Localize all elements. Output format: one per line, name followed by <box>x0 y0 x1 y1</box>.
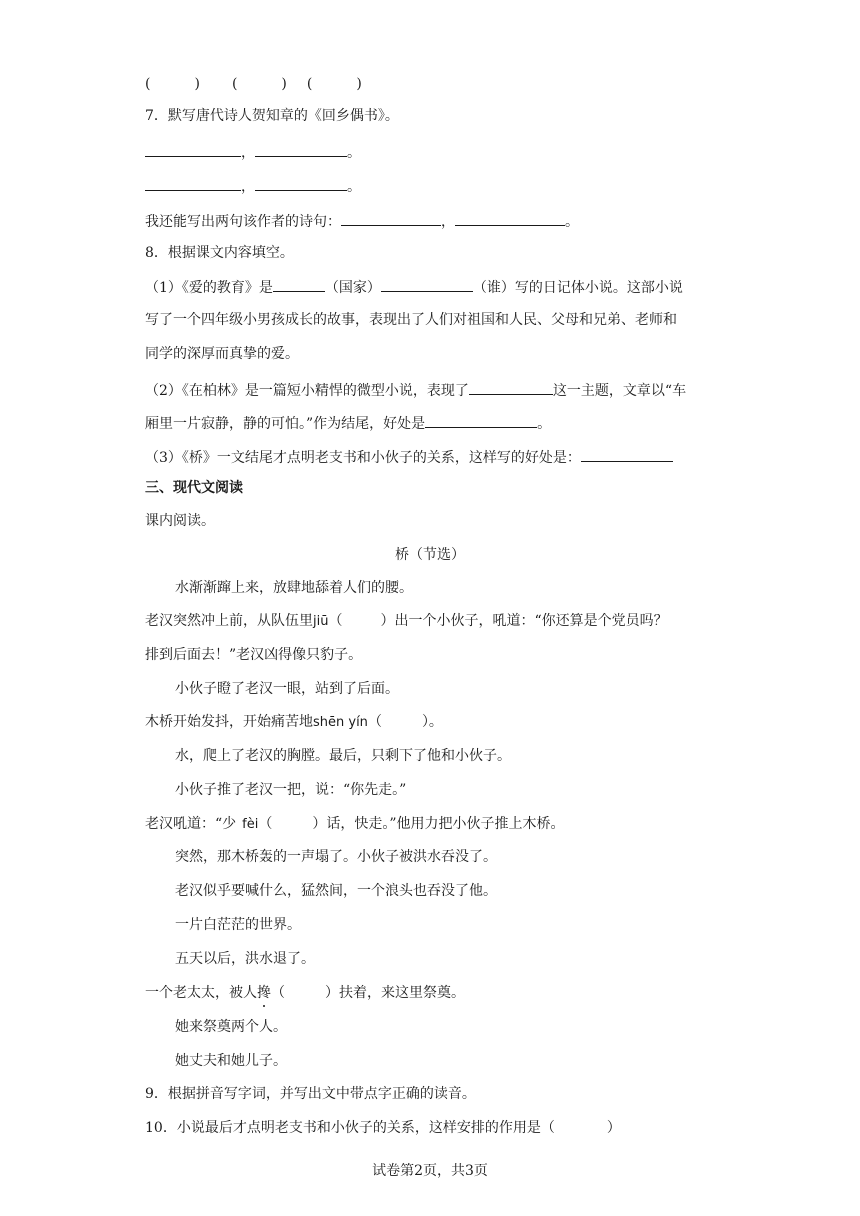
paren-open: （ <box>328 613 343 629</box>
passage-title: 桥（节选） <box>395 547 465 563</box>
blank[interactable] <box>341 210 441 226</box>
q7-answer-line-1 <box>145 141 361 163</box>
q8-s2-a: （2）《在柏林》是一篇短小精悍的微型小说，表现了 <box>145 383 469 399</box>
blank[interactable] <box>273 276 325 292</box>
period: 。 <box>347 145 361 161</box>
paren-close: ) <box>194 76 200 92</box>
paren-close: ） <box>606 1120 621 1136</box>
passage-paragraph: 她丈夫和她儿子。 <box>175 1053 287 1069</box>
text: ）话，快走。”他用力把小伙子推上木桥。 <box>312 816 565 832</box>
q8-s1-a: （1）《爱的教育》是 <box>145 280 273 296</box>
passage-paragraph: 水，爬上了老汉的胸膛。最后，只剩下了他和小伙子。 <box>175 748 511 764</box>
blank[interactable] <box>145 175 241 191</box>
pinyin-prompt: fèi <box>242 817 259 832</box>
passage-paragraph: 突然，那木桥轰的一声塌了。小伙子被洪水吞没了。 <box>175 849 497 865</box>
section-3-intro: 课内阅读。 <box>145 513 215 529</box>
text: ）。 <box>421 714 443 730</box>
page-footer: 试卷第2页，共3页 <box>372 1163 488 1179</box>
q8-sub2-line1 <box>145 379 686 401</box>
blank[interactable] <box>145 141 241 157</box>
paren-open: （ <box>258 816 273 832</box>
passage-paragraph: 老汉似乎要喊什么，猛然间，一个浪头也吞没了他。 <box>175 883 497 899</box>
q8-sub2-line2 <box>145 412 551 434</box>
q7-answer-line-2 <box>145 175 361 197</box>
paren-open: ( <box>231 76 238 92</box>
blank[interactable] <box>381 276 473 292</box>
period: 。 <box>565 214 579 230</box>
q8-s1-b: （国家） <box>324 280 381 296</box>
question-7-title: 7．默写唐代诗人贺知章的《回乡偶书》。 <box>145 108 399 124</box>
blank[interactable] <box>255 175 347 191</box>
comma: ， <box>241 145 255 161</box>
paren-open: （ <box>367 714 382 730</box>
passage-paragraph: 小伙子瞪了老汉一眼，站到了后面。 <box>175 681 399 697</box>
blank[interactable] <box>255 141 347 157</box>
passage-paragraph: 小伙子推了老汉一把，说：“你先走。” <box>175 782 407 798</box>
text: 老汉吼道：“少 <box>145 816 237 832</box>
blank[interactable] <box>581 446 673 462</box>
q10-text: 10．小说最后才点明老支书和小伙子的关系，这样安排的作用是（ <box>145 1120 555 1136</box>
question-8-title: 8．根据课文内容填空。 <box>145 245 294 261</box>
answer-parens-row <box>145 74 362 94</box>
question-10 <box>145 1118 621 1138</box>
passage-paragraph: 排到后面去！”老汉凶得像只豹子。 <box>145 647 363 663</box>
blank[interactable] <box>425 412 537 428</box>
q8-s2-line2-b: 。 <box>537 416 552 432</box>
paren-open: （ <box>271 985 285 1001</box>
text: 老汉突然冲上前，从队伍里 <box>145 613 313 629</box>
section-3-heading: 三、现代文阅读 <box>145 480 243 496</box>
dotted-character: 搀 <box>257 985 271 1001</box>
q8-sub1-line1 <box>145 276 683 298</box>
text: 出一个小伙子，吼道：“你还算是个党员吗？ <box>394 613 668 629</box>
text: ）扶着，来这里祭奠。 <box>325 985 465 1001</box>
q8-s2-line2-a: 厢里一片寂静，静的可怕。”作为结尾，好处是 <box>145 416 426 432</box>
period: 。 <box>347 179 361 195</box>
passage-paragraph: 她来祭奠两个人。 <box>175 1019 287 1035</box>
paren-close: ） <box>380 613 395 629</box>
paren-close: ) <box>356 76 362 92</box>
q8-sub1-line2: 写了一个四年级小男孩成长的故事，表现出了人们对祖国和人民、父母和兄弟、老师和 <box>145 312 677 328</box>
passage-paragraph: 一片白茫茫的世界。 <box>175 917 301 933</box>
text: 一个老太太，被人 <box>145 985 257 1001</box>
blank[interactable] <box>455 210 565 226</box>
q8-s2-b: 这一主题，文章以“车 <box>552 383 687 399</box>
comma: ， <box>441 214 455 230</box>
paren-close: ) <box>281 76 287 92</box>
passage-paragraph <box>145 611 668 632</box>
pinyin-prompt: jiū <box>313 614 329 629</box>
q7-extra-prefix: 我还能写出两句该作者的诗句： <box>145 214 341 230</box>
q8-sub1-line3: 同学的深厚而真挚的爱。 <box>145 346 299 362</box>
text: 木桥开始发抖，开始痛苦地 <box>145 714 313 730</box>
paren-open: ( <box>306 76 313 92</box>
blank[interactable] <box>469 379 553 395</box>
question-9: 9．根据拼音写字词，并写出文中带点字正确的读音。 <box>145 1086 476 1102</box>
q8-s3: （3）《桥》一文结尾才点明老支书和小伙子的关系，这样写的好处是： <box>145 450 581 466</box>
pinyin-prompt: shēn yín <box>313 715 368 730</box>
passage-paragraph: 五天以后，洪水退了。 <box>175 951 315 967</box>
paren-open: ( <box>145 76 151 92</box>
passage-paragraph: 水渐渐蹿上来，放肆地舔着人们的腰。 <box>175 580 413 596</box>
passage-paragraph <box>145 814 565 835</box>
comma: ， <box>241 179 255 195</box>
passage-paragraph <box>145 983 465 1003</box>
q8-sub3-line <box>145 446 673 468</box>
q8-s1-c: （谁）写的日记体小说。这部小说 <box>472 280 683 296</box>
q7-extra-line <box>145 210 579 232</box>
passage-paragraph <box>145 712 443 733</box>
